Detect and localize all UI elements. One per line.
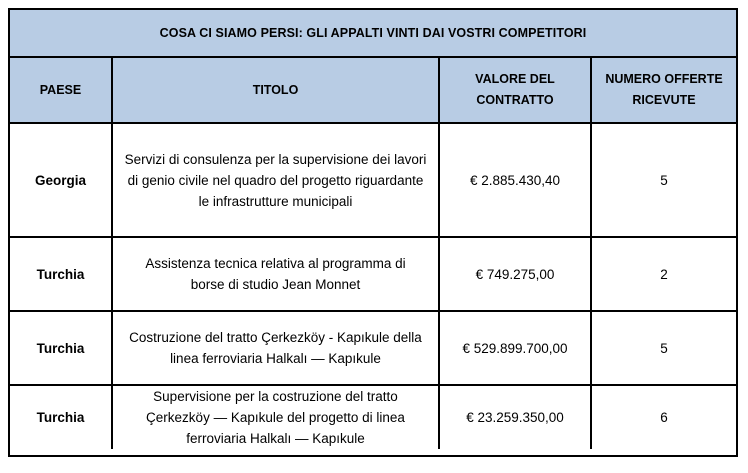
title-cell: Assistenza tecnica relativa al programma di borse di studio Jean Monnet bbox=[113, 238, 440, 310]
country-cell: Turchia bbox=[10, 312, 113, 384]
country-cell: Turchia bbox=[10, 238, 113, 310]
title-cell: Servizi di consulenza per la supervisione dei lavori di genio civile nel quadro del progetto riguardante le infrastrutture municipali bbox=[113, 124, 440, 236]
title-cell: Supervisione per la costruzione del tratto Çerkezköy — Kapıkule del progetto di linea ferroviaria Halkalı — Kapıkule bbox=[113, 386, 440, 449]
header-row bbox=[10, 58, 736, 124]
value-cell: € 23.259.350,00 bbox=[440, 386, 592, 449]
header-offerte: NUMERO OFFERTE RICEVUTE bbox=[605, 72, 723, 107]
table-row bbox=[10, 124, 736, 238]
title-cell: Costruzione del tratto Çerkezköy - Kapıkule della linea ferroviaria Halkalı — Kapıkule bbox=[113, 312, 440, 384]
header-paese: PAESE bbox=[10, 58, 113, 122]
offers-cell: 6 bbox=[660, 410, 668, 425]
value-cell: € 2.885.430,40 bbox=[440, 124, 592, 236]
table-row bbox=[10, 386, 736, 449]
value-cell: € 749.275,00 bbox=[440, 238, 592, 310]
country-cell: Georgia bbox=[10, 124, 113, 236]
value-cell: € 529.899.700,00 bbox=[440, 312, 592, 384]
header-valore: VALORE DEL CONTRATTO bbox=[440, 58, 592, 122]
offers-cell: 5 bbox=[660, 172, 668, 188]
header-titolo: TITOLO bbox=[113, 58, 440, 122]
table-row bbox=[10, 312, 736, 386]
country-cell: Turchia bbox=[10, 386, 113, 449]
offers-cell: 5 bbox=[660, 340, 668, 356]
offers-cell: 2 bbox=[660, 266, 668, 282]
table-row bbox=[10, 238, 736, 312]
contracts-table bbox=[8, 8, 738, 457]
table-title: COSA CI SIAMO PERSI: GLI APPALTI VINTI DAI VOSTRI COMPETITORI bbox=[10, 10, 736, 58]
